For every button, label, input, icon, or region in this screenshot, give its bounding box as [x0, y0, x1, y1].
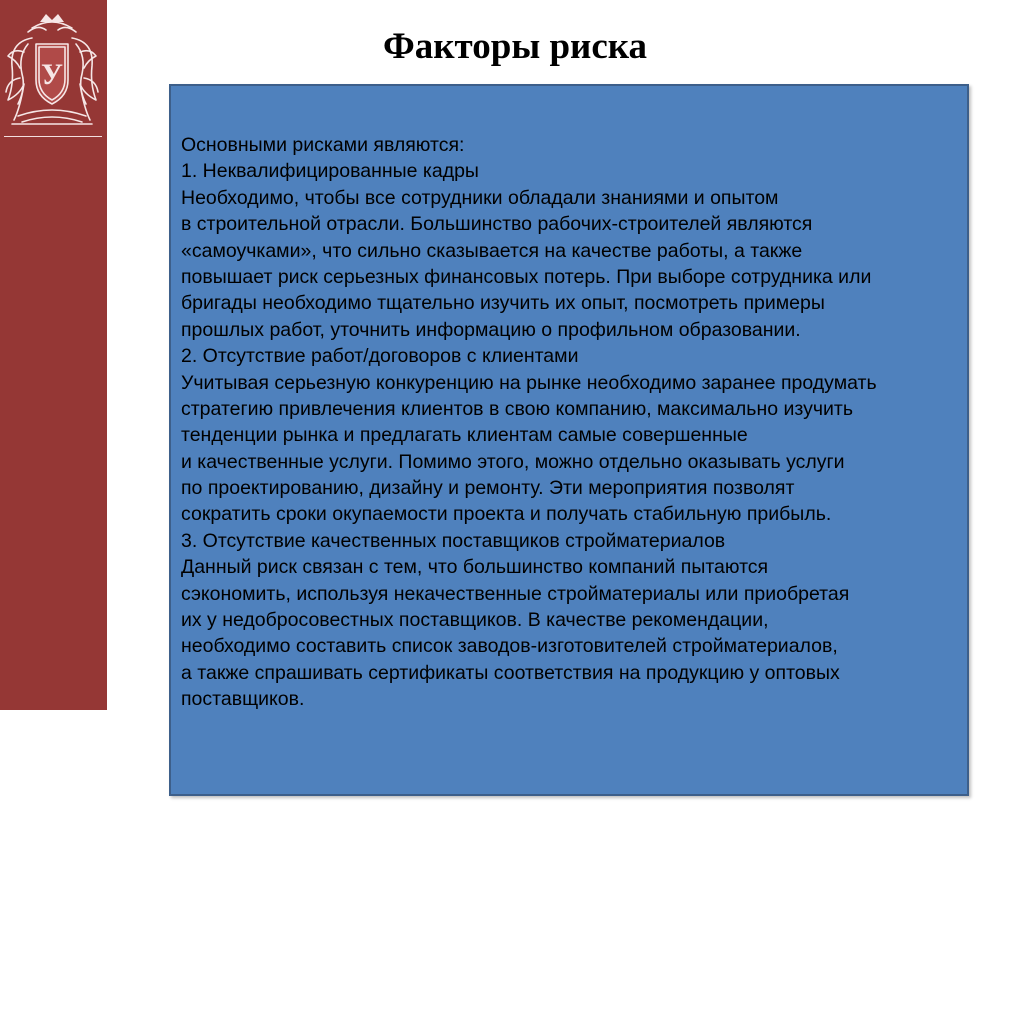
- text-line: бригады необходимо тщательно изучить их опыт, посмотреть примеры: [181, 292, 825, 315]
- university-crest-icon: [2, 8, 102, 128]
- text-line: 1. Неквалифицированные кадры: [181, 160, 479, 183]
- text-line: 3. Отсутствие качественных поставщиков стройматериалов: [181, 529, 726, 552]
- content-text: [181, 132, 971, 713]
- text-line: тенденции рынка и предлагать клиентам самые совершенные: [181, 424, 748, 447]
- slide-title: Факторы риска: [382, 26, 648, 67]
- text-line: по проектированию, дизайну и ремонту. Эти мероприятия позволят: [181, 477, 795, 500]
- side-band: [0, 0, 107, 710]
- text-line: стратегию привлечения клиентов в свою компанию, максимально изучить: [181, 397, 853, 420]
- text-line: Данный риск связан с тем, что большинство компаний пытаются: [181, 556, 769, 579]
- text-line: 2. Отсутствие работ/договоров с клиентами: [181, 345, 579, 368]
- text-line: Основными рисками являются:: [181, 134, 465, 156]
- text-line: сэкономить, используя некачественные стройматериалы или приобретая: [181, 582, 850, 605]
- text-line: и качественные услуги. Помимо этого, можно отдельно оказывать услуги: [181, 450, 845, 473]
- crest-divider: [4, 136, 102, 137]
- crest-letter: У: [40, 58, 64, 91]
- text-line: сократить сроки окупаемости проекта и получать стабильную прибыль.: [181, 503, 832, 526]
- text-line: в строительной отрасли. Большинство рабочих-строителей являются: [181, 213, 813, 236]
- content-box: [169, 84, 969, 796]
- text-line: прошлых работ, уточнить информацию о профильном образовании.: [181, 318, 801, 341]
- text-line: необходимо составить список заводов-изготовителей стройматериалов,: [181, 635, 838, 658]
- text-line: повышает риск серьезных финансовых потерь. При выборе сотрудника или: [181, 265, 872, 288]
- text-line: «самоучками», что сильно сказывается на качестве работы, а также: [181, 239, 803, 262]
- text-line: Необходимо, чтобы все сотрудники обладали знаниями и опытом: [181, 186, 779, 209]
- text-line: Учитывая серьезную конкуренцию на рынке необходимо заранее продумать: [181, 371, 877, 394]
- text-line: их у недобросовестных поставщиков. В качестве рекомендации,: [181, 609, 769, 632]
- text-line: поставщиков.: [181, 688, 305, 711]
- text-line: а также спрашивать сертификаты соответствия на продукцию у оптовых: [181, 661, 840, 684]
